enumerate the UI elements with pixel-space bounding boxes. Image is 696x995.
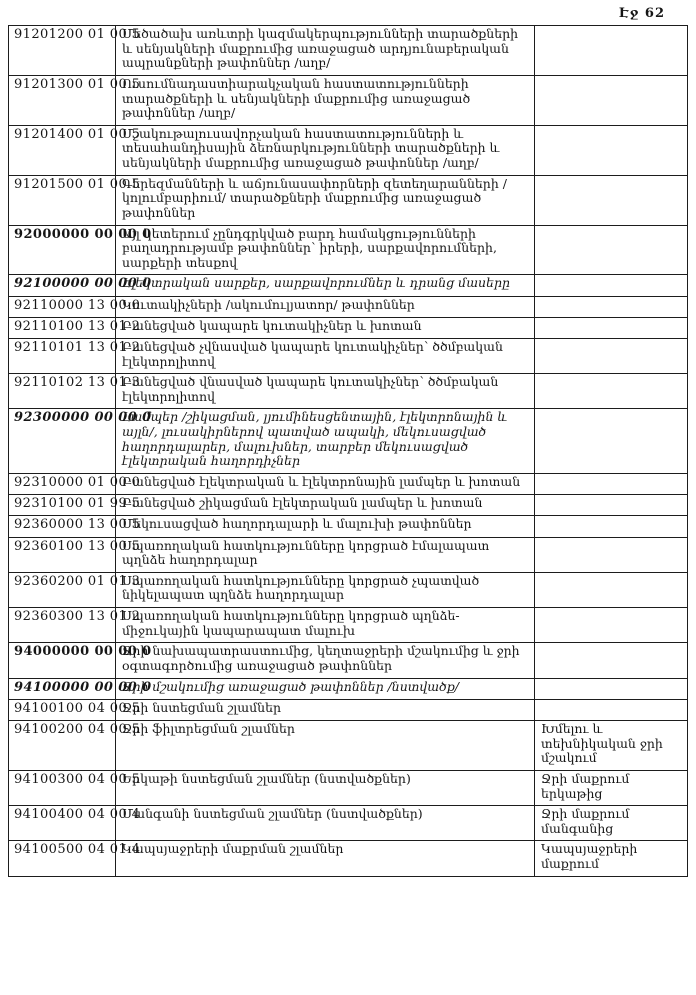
waste-note (535, 296, 688, 317)
waste-note: Ջրի մաքրում երկաթից (535, 770, 688, 805)
waste-note: Ջրի մաքրում մանգանից (535, 806, 688, 841)
waste-code: 94100500 04 01 4 (9, 841, 116, 876)
waste-note (535, 516, 688, 537)
table-row (9, 26, 688, 76)
waste-note (535, 608, 688, 643)
waste-note (535, 495, 688, 516)
waste-code: 92110100 13 01 2 (9, 317, 116, 338)
table-row (9, 409, 688, 474)
waste-code: 92360300 13 01 2 (9, 608, 116, 643)
waste-description: Ջրի ֆիլտրեցման շլամներ (116, 721, 535, 771)
waste-note (535, 572, 688, 607)
table-row (9, 608, 688, 643)
waste-note (535, 409, 688, 474)
waste-note (535, 175, 688, 225)
table-row (9, 374, 688, 409)
table-row (9, 275, 688, 296)
waste-code: 91201400 01 00 5 (9, 125, 116, 175)
waste-note (535, 699, 688, 720)
waste-description: Երկաթի նստեցման շլամներ (նստվածքներ) (116, 770, 535, 805)
table-row (9, 495, 688, 516)
table-row (9, 537, 688, 572)
waste-description: Մեկուսացված հաղորդալարի և մալուխի թափոններ (116, 516, 535, 537)
waste-code: 92360200 01 01 3 (9, 572, 116, 607)
waste-note (535, 125, 688, 175)
waste-note: Կապսյաջրերի մաքրում (535, 841, 688, 876)
waste-code: 92360000 13 00 5 (9, 516, 116, 537)
waste-code: 94100200 04 00 5 (9, 721, 116, 771)
waste-code: 94000000 00 00 0 (9, 643, 116, 678)
table-row (9, 770, 688, 805)
table-row (9, 317, 688, 338)
waste-description: Սպառողական հատկությունները կորցրած էմալապատ պղնձե հաղորդալար (116, 537, 535, 572)
table-row (9, 225, 688, 275)
waste-code: 94100300 04 00 5 (9, 770, 116, 805)
waste-note (535, 338, 688, 373)
table-row (9, 516, 688, 537)
waste-code: 91201300 01 00 5 (9, 75, 116, 125)
waste-code: 91201500 01 00 5 (9, 175, 116, 225)
waste-description: Լամպեր /շիկացման, լյումինեսցենտային, էլեկտրոնային և այլն/, լուսակիրներով պատված ապակի, մեկուսացված հաղորդալարեր, մալուխներ, տարբեր մեկուսացված էլեկտրական հաղորդիչներ (116, 409, 535, 474)
waste-description: Կապսյաջրերի մաքրման շլամներ (116, 841, 535, 876)
table-body (9, 26, 688, 877)
waste-note (535, 26, 688, 76)
waste-description: Բանեցված վնասված կապարե կուտակիչներ՝ ծծմբական էլեկտրոլիտով (116, 374, 535, 409)
waste-note (535, 643, 688, 678)
waste-description: Բանեցված կապարե կուտակիչներ և խոտան (116, 317, 535, 338)
table-row (9, 572, 688, 607)
waste-code: 92360100 13 00 5 (9, 537, 116, 572)
waste-note (535, 75, 688, 125)
table-row (9, 721, 688, 771)
table-row (9, 699, 688, 720)
waste-note (535, 374, 688, 409)
table-row (9, 338, 688, 373)
waste-code: 92110101 13 01 2 (9, 338, 116, 373)
waste-code: 91201200 01 00 5 (9, 26, 116, 76)
waste-note (535, 225, 688, 275)
waste-description: Գերեզմանների և աճյունասափորների զետեղարանների /կոլումբարիում/ տարածքների մաքրումից առաջացած թափոններ (116, 175, 535, 225)
waste-code: 92110102 13 01 3 (9, 374, 116, 409)
waste-code: 94100100 04 00 5 (9, 699, 116, 720)
waste-note (535, 275, 688, 296)
table-row (9, 841, 688, 876)
waste-code: 92110000 13 00 0 (9, 296, 116, 317)
table-row (9, 643, 688, 678)
waste-note (535, 473, 688, 494)
waste-description: Ուսումնադաստիարակչական հաստատությունների տարածքների և սենյակների մաքրումից առաջացած թափոններ /աղբ/ (116, 75, 535, 125)
waste-code: 92100000 00 00 0 (9, 275, 116, 296)
waste-description: Մեծածախ առևտրի կազմակերպությունների տարածքների և սենյակների մաքրումից առաջացած արդյունաբերական ապրանքների թափոններ /աղբ/ (116, 26, 535, 76)
waste-description: Ջրի նստեցման շլամներ (116, 699, 535, 720)
waste-description: Այլ կետերում չընդգրկված բարդ համակցությունների բաղադրությամբ թափոններ՝ իրերի, սարքավորումների, սարքերի տեսքով (116, 225, 535, 275)
waste-description: Բանեցված շիկացման էլեկտրական լամպեր և խոտան (116, 495, 535, 516)
waste-description: Մշակութալուսավորչական հաստատությունների և տեսահանդիսային ձեռնարկությունների տարածքների և սենյակների մաքրումից առաջացած թափոններ /աղբ/ (116, 125, 535, 175)
waste-code: 94100000 00 00 0 (9, 678, 116, 699)
waste-code: 92300000 00 00 0 (9, 409, 116, 474)
waste-description: Բանեցված էլեկտրական և էլեկտրոնային լամպեր և խոտան (116, 473, 535, 494)
table-row (9, 473, 688, 494)
table-row (9, 175, 688, 225)
waste-description: Ջրի նախապատրաստումից, կեղտաջրերի մշակումից և ջրի օգտագործումից առաջացած թափոններ (116, 643, 535, 678)
table-row (9, 125, 688, 175)
waste-note (535, 678, 688, 699)
table-row (9, 75, 688, 125)
waste-description: Բանեցված չվնասված կապարե կուտակիչներ՝ ծծմբական էլեկտրոլիտով (116, 338, 535, 373)
waste-code: 92310000 01 00 0 (9, 473, 116, 494)
waste-description: Էլեկտրական սարքեր, սարքավորումներ և դրանց մասերը (116, 275, 535, 296)
waste-description: Սպառողական հատկությունները կորցրած պղնձե-միջուկային կապարապատ մալուխ (116, 608, 535, 643)
waste-note (535, 537, 688, 572)
waste-code: 92000000 00 00 0 (9, 225, 116, 275)
waste-description: Ջրի մշակումից առաջացած թափոններ /նստվածք/ (116, 678, 535, 699)
waste-note (535, 317, 688, 338)
waste-code: 92310100 01 99 5 (9, 495, 116, 516)
page-number-label: Էջ 62 (618, 6, 665, 21)
table-row (9, 806, 688, 841)
waste-note: Խմելու և տեխնիկական ջրի մշակում (535, 721, 688, 771)
waste-code: 94100400 04 00 4 (9, 806, 116, 841)
waste-description: Կուտակիչների /ակումուլյատոր/ թափոններ (116, 296, 535, 317)
table-row (9, 296, 688, 317)
waste-classification-table (8, 25, 688, 877)
waste-description: Սպառողական հատկությունները կորցրած չպատված նիկելապատ պղնձե հաղորդալար (116, 572, 535, 607)
table-row (9, 678, 688, 699)
waste-description: Մանգանի նստեցման շլամներ (նստվածքներ) (116, 806, 535, 841)
